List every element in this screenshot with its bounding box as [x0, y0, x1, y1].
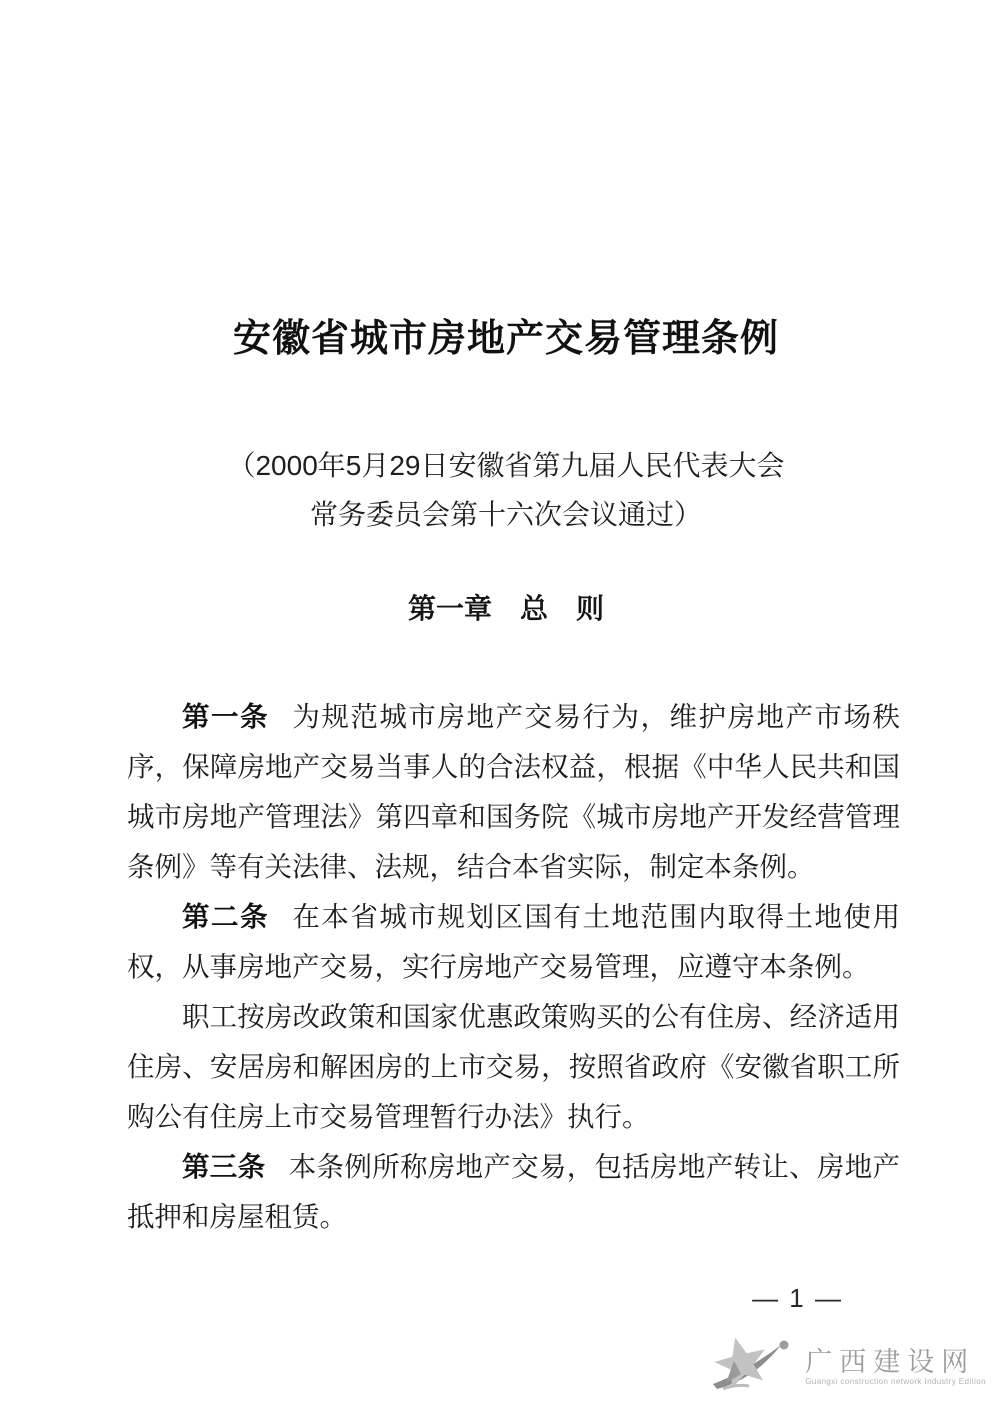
chapter-heading: 第一章 总 则: [407, 593, 604, 624]
watermark-logo: [705, 1334, 986, 1399]
page-number: — 1 —: [752, 1283, 843, 1313]
document-title: 安徽省城市房地产交易管理条例: [232, 318, 779, 360]
article-text: 为规范城市房地产交易行为，维护房地产市场秩序，保障房地产交易当事人的合法权益，根据《中华人民共和国城市房地产管理法》第四章和国务院《城市房地产开发经营管理条例》等有关法律、法规，结合本省实际，制定本条例。: [127, 701, 901, 882]
watermark-site-name: 广西建设网: [805, 1346, 976, 1377]
article-text: 职工按房改政策和国家优惠政策购买的公有住房、经济适用住房、安居房和解困房的上市交易，按照省政府《安徽省职工所购公有住房上市交易管理暂行办法》执行。: [127, 1001, 900, 1132]
article-text: 在本省城市规划区国有土地范围内取得土地使用权，从事房地产交易，实行房地产交易管理，应遵守本条例。: [127, 901, 901, 982]
article-paragraph: [127, 992, 900, 1142]
article-text: 本条例所称房地产交易，包括房地产转让、房地产抵押和房屋租赁。: [127, 1151, 900, 1232]
article-paragraph: [127, 892, 900, 992]
shooting-star-icon: [705, 1334, 797, 1399]
article-label: 第二条: [182, 901, 270, 932]
article-label: 第三条: [182, 1151, 266, 1182]
article-paragraph: [127, 692, 900, 892]
enactment-note: [0, 441, 992, 539]
document-body: [127, 692, 900, 1242]
watermark-text: [805, 1347, 986, 1387]
watermark-tagline: Guangxi construction network Industry Edition: [805, 1376, 986, 1386]
article-paragraph: [127, 1142, 900, 1242]
enactment-line-1: （2000年5月29日安徽省第九届人民代表大会: [227, 450, 785, 481]
article-label: 第一条: [182, 701, 270, 732]
enactment-line-2: 常务委员会第十六次会议通过）: [309, 499, 702, 530]
